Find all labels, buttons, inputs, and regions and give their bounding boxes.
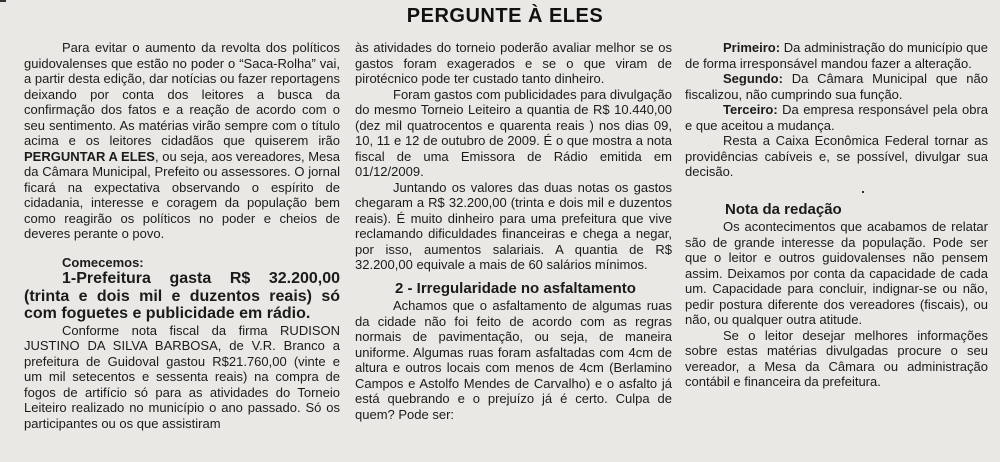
page-headline: PERGUNTE À ELES — [406, 5, 604, 27]
publicidade-paragraph: Foram gastos com publicidades para divulgação do mesmo Torneio Leiteiro a quantia de R$ 10.440,00 (dez mil quatrocentos e quarenta reais ) nos dias 09, 10, 11 e 12 de outubro de 2009. É o que mostra a nota fiscal de uma Emissora de Rádio emitida em 01/12/2009. — [355, 86, 672, 179]
torneio-paragraph: às atividades do torneio poderão avaliar melhor se os gastos foram exagerados e se o que viram de pirotécnico pode ter custado tanto dinheiro. — [355, 40, 672, 86]
total-paragraph: Juntando os valores das duas notas os gastos chegaram a R$ 32.200,00 (trinta e dois mil e duzentos reais). É muito dinheiro para uma prefeitura que vive reclamando dificuldades financeiras e chega a negar, por isso, aumentos salariais. A quantia de R$ 32.200,00 equivale a mais de 60 salários mínimos. — [355, 179, 672, 272]
asfalto-paragraph: Achamos que o asfaltamento de algumas ruas da cidade não foi feito de acordo com as regras normais de pavimentação, ou seja, de maneira uniforme. Algumas ruas foram asfaltadas com 4cm de altura e outros locais com menos de 4cm (Berlamino Campos e Astolfo Mendes de Carvalho) e o asfalto já está quebrando e o prejuízo já é certo. Culpa de quem? Pode ser: — [355, 298, 672, 422]
column-2 — [355, 40, 672, 422]
note-title: Nota da redação — [725, 200, 842, 218]
column-3 — [685, 40, 988, 390]
column-1 — [24, 40, 340, 431]
terceiro-item: Terceiro: Da empresa responsável pela obra e que aceitou a mudança. — [685, 102, 988, 133]
caixa-paragraph: Resta a Caixa Econômica Federal tornar as providências cabíveis e, se possível, divulgar sua decisão. — [685, 133, 988, 179]
start-label: Comecemos: — [62, 254, 144, 270]
corner-mark — [0, 0, 6, 2]
note-paragraph-2: Se o leitor desejar melhores informações sobre estas matérias divulgadas procure o seu vereador, a Mesa da Câmara ou administração contábil e financeira da prefeitura. — [685, 327, 988, 389]
section1-title: 1-Prefeitura gasta R$ 32.200,00 (trinta e dois mil e duzentos reais) só com foguetes e publicidade em rádio. — [24, 270, 340, 322]
intro-paragraph: Para evitar o aumento da revolta dos políticos guidovalenses que estão no poder o “Saca-Rolha” vai, a partir desta edição, dar notícias ou fazer reportagens deixando por conta dos leitores a busca da confirmação dos fatos e a reação de acordo com o seu sentimento. As matérias virão sempre com o título acima e os leitores cidadãos que quiserem irão PERGUNTAR A ELES, ou seja, aos vereadores, Mesa da Câmara Municipal, Prefeito ou assessores. O jornal ficará na expectativa observando o espírito de cidadania, interesse e coragem da população bem como reagirão os políticos no poder e cheios de deveres perante o povo. — [24, 40, 340, 241]
segundo-item: Segundo: Da Câmara Municipal que não fiscalizou, não cumprindo sua função. — [685, 71, 988, 102]
primeiro-item: Primeiro: Da administração do município que de forma irresponsável mandou fazer a alteração. — [685, 40, 988, 71]
section1-paragraph: Conforme nota fiscal da firma RUDISON JUSTINO DA SILVA BARBOSA, de V.R. Branco a prefeitura de Guidoval gastou R$21.760,00 (vinte e um mil setecentos e sessenta reais) na compra de fogos de artifício só para as atividades do Torneio Leiteiro realizado no município o ano passado. Só os participantes ou os que assistiram — [24, 322, 340, 431]
note-paragraph-1: Os acontecimentos que acabamos de relatar são de grande interesse da população. Pode ser que o leitor e outros guidovalenses não pensem assim. Deixamos por conta da capacidade de cada um. Capacidade para concluir, indignar-se ou não, pedir postura diferente dos vereadores (fiscais), ou não, ou qualquer outra atitude. — [685, 219, 988, 327]
section2-title: 2 - Irregularidade no asfaltamento — [395, 279, 636, 297]
